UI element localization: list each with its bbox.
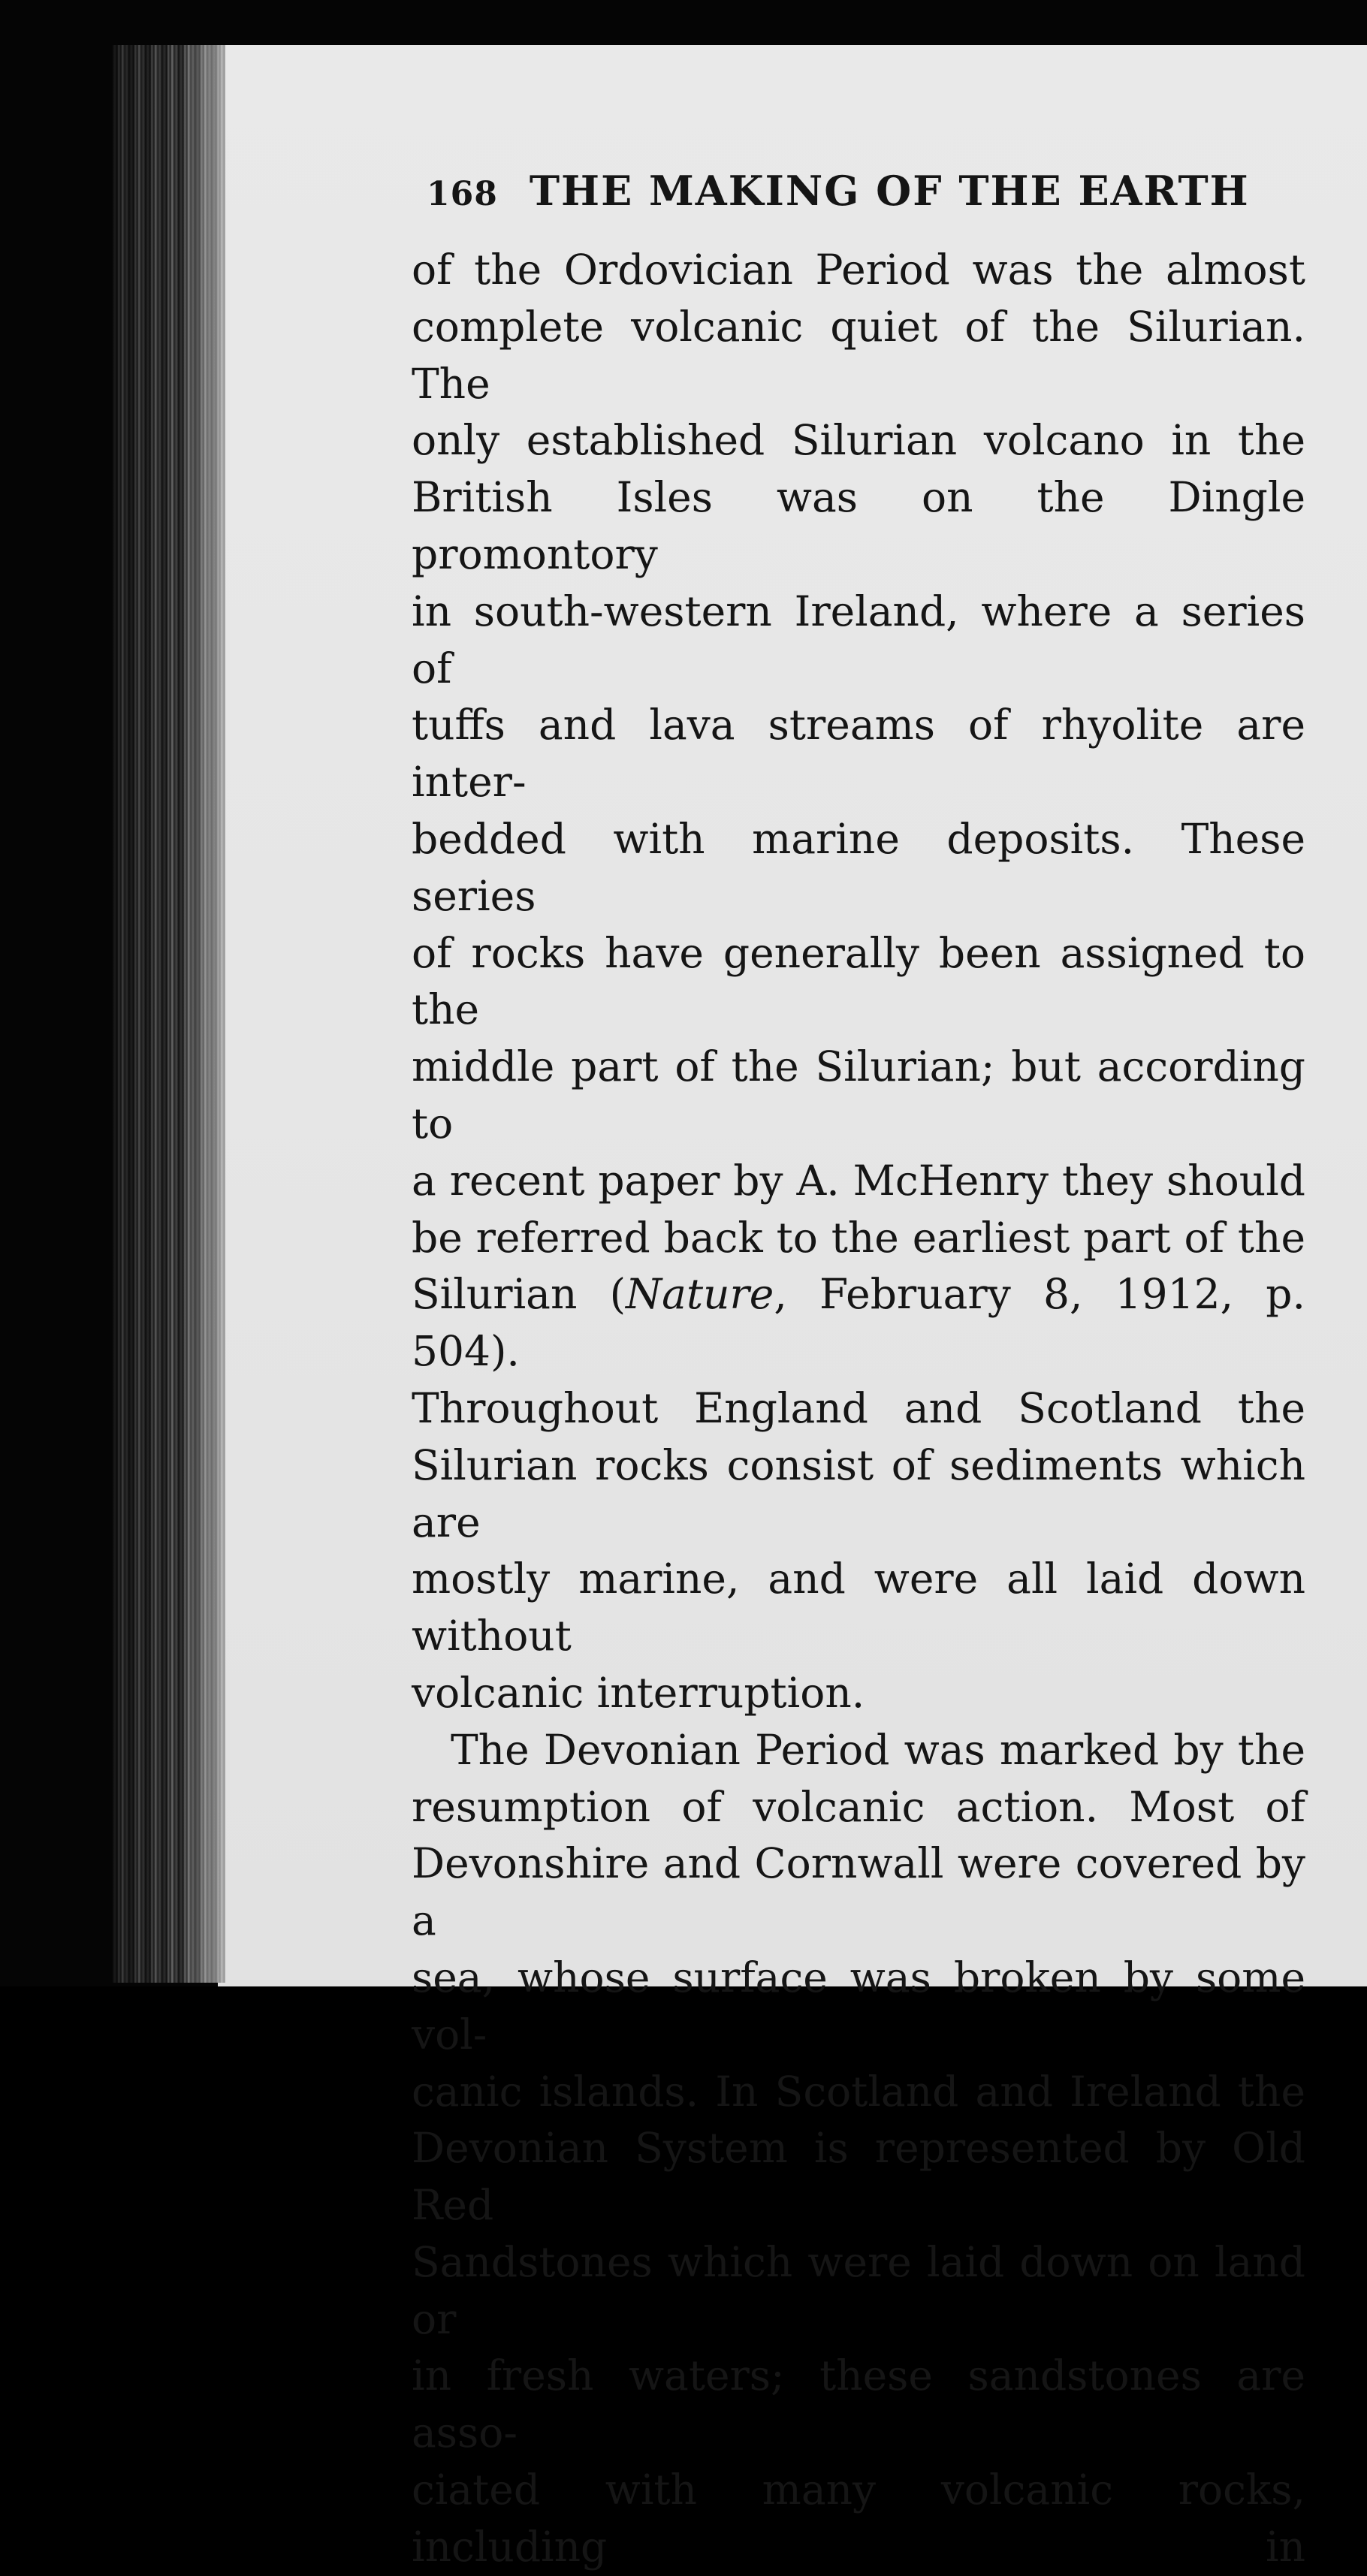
text-line: Silurian rocks consist of sediments which are — [412, 1440, 1305, 1546]
text-line: of rocks have generally been assigned to the — [412, 928, 1305, 1034]
text-line: bedded with marine deposits. These series — [412, 814, 1305, 920]
running-head — [427, 167, 1305, 242]
page-number: 168 — [427, 175, 498, 213]
text-line: middle part of the Silurian; but according to — [412, 1042, 1305, 1148]
text-line: volcanic interruption. — [412, 1668, 865, 1717]
text-line: complete volcanic quiet of the Silurian. The — [412, 302, 1305, 408]
text-line: sea, whose surface was broken by some vol- — [412, 1953, 1305, 2059]
paragraph-1 — [412, 242, 1305, 1722]
text-line: tuffs and lava streams of rhyolite are inter- — [412, 701, 1305, 807]
text-line: ciated with many volcanic rocks, including in — [412, 2466, 1305, 2571]
citation-suffix: , February 8, 1912, p. 504). — [412, 1270, 1306, 1376]
text-line: mostly marine, and were all laid down without — [412, 1555, 1305, 1661]
binding-shadow — [113, 45, 225, 1983]
text-line: in south-western Ireland, where a series of — [412, 587, 1305, 692]
running-title: THE MAKING OF THE EARTH — [529, 167, 1250, 215]
citation-journal: Nature — [626, 1270, 774, 1319]
text-line: canic islands. In Scotland and Ireland the — [412, 2067, 1305, 2116]
text-line: Sandstones which were laid down on land or — [412, 2237, 1305, 2343]
text-line: Throughout England and Scotland the — [412, 1383, 1305, 1432]
citation-line — [412, 1266, 1305, 1380]
page-content — [412, 167, 1305, 2576]
text-line: Devonshire and Cornwall were covered by a — [412, 1839, 1305, 1945]
text-line: Devonian System is represented by Old Red — [412, 2124, 1305, 2230]
text-line: resumption of volcanic action. Most of — [412, 1782, 1305, 1831]
text-line: British Isles was on the Dingle promontory — [412, 473, 1305, 578]
paragraph-2 — [412, 1722, 1305, 2576]
text-line: The Devonian Period was marked by the — [451, 1725, 1305, 1774]
text-line: in fresh waters; these sandstones are asso- — [412, 2351, 1305, 2457]
text-line: only established Silurian volcano in the — [412, 416, 1305, 465]
citation-prefix: Silurian ( — [412, 1270, 626, 1319]
text-line: of the Ordovician Period was the almost — [412, 246, 1305, 294]
text-line: be referred back to the earliest part of the — [412, 1213, 1305, 1262]
text-line: a recent paper by A. McHenry they should — [412, 1156, 1305, 1205]
